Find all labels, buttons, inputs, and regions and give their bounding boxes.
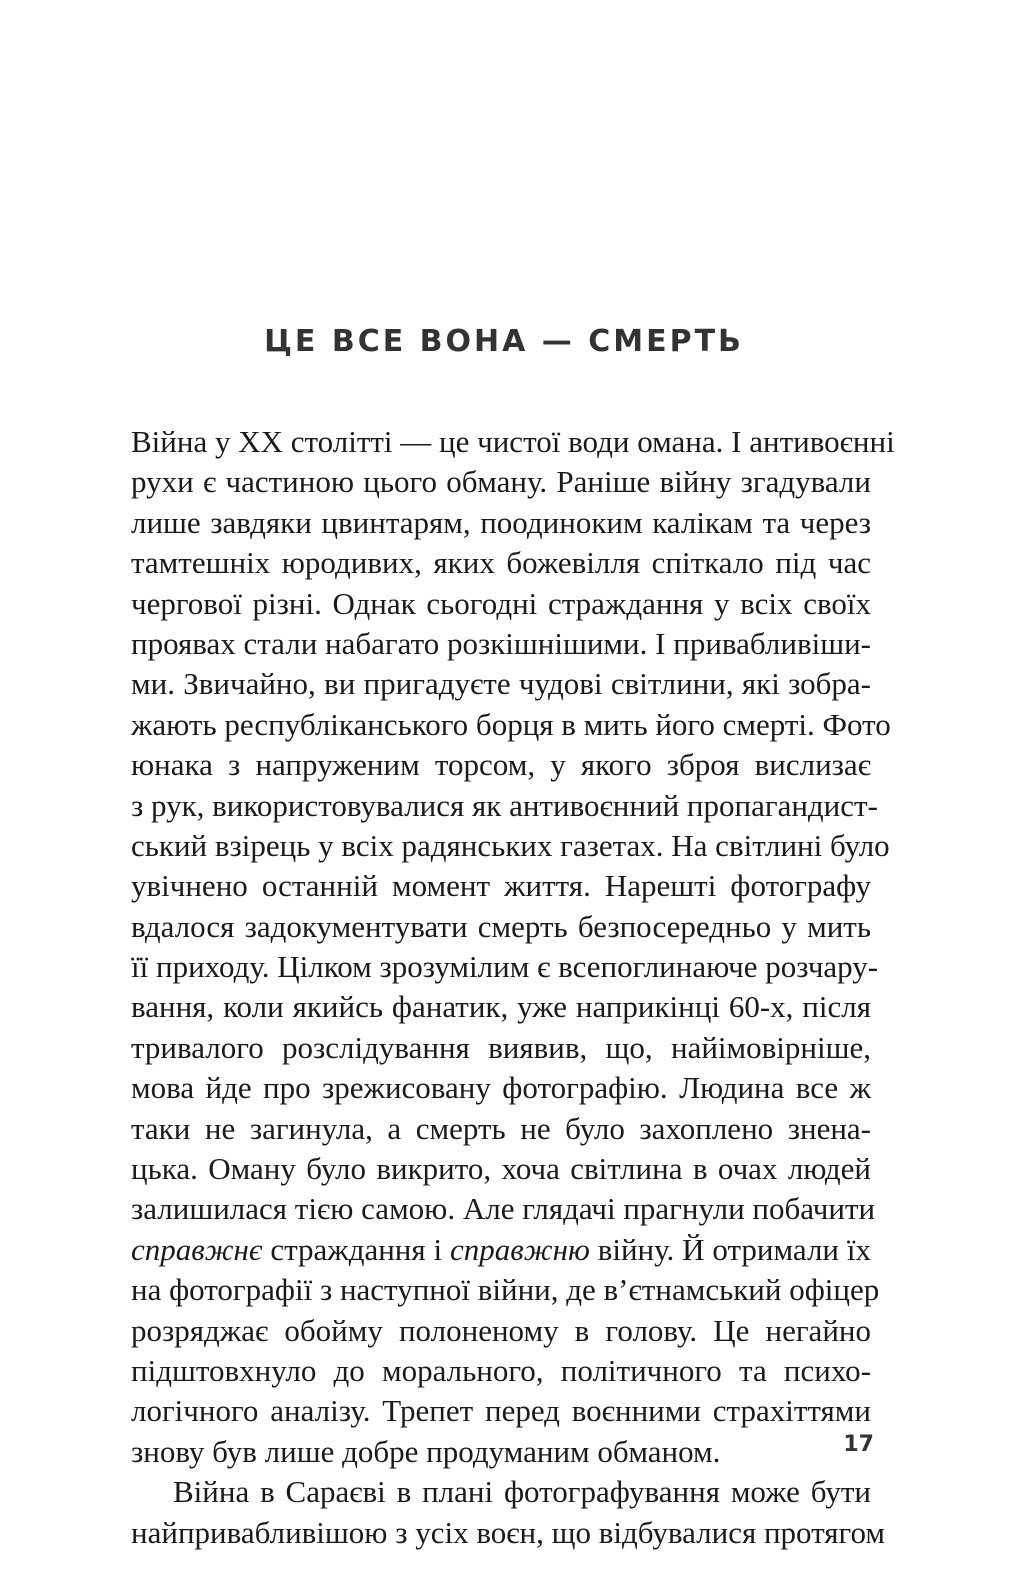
text-line: на фотографії з наступної війни, де в’єтнамський офіцер: [131, 1272, 880, 1308]
text-line: логічного аналізу. Трепет перед воєнними страхіттями: [131, 1393, 871, 1429]
text-line: з рук, використовувалися як антивоєнний пропагандист-: [131, 787, 878, 823]
text-line: увічнено останній момент життя. Нарешті фотографу: [131, 868, 871, 904]
text-line: проявах стали набагато розкішнішими. І привабливіши-: [131, 625, 871, 661]
text-line: тамтешніх юродивих, яких божевілля спіткало під час: [131, 545, 871, 581]
text-line: Війна у XX столітті — це чистої води омана. І антивоєнні: [131, 424, 895, 459]
text-line: юнака з напруженим торсом, у якого зброя вислизає: [131, 747, 871, 783]
body-text: [131, 422, 895, 1553]
paragraph-last-line: знову був лише добре продуманим обманом.: [131, 1433, 721, 1469]
text-line: її приходу. Цілком зрозумілим є всепоглинаюче розчару-: [131, 949, 879, 985]
text-line: лише завдяки цвинтарям, поодиноким калікам та через: [131, 504, 871, 540]
text-line: підштовхнуло до морального, політичного та психо-: [131, 1352, 871, 1388]
text-line: розряджає обойму полоненому в голову. Це негайно: [131, 1312, 871, 1348]
chapter-title: ЦЕ ВСЕ ВОНА — СМЕРТЬ: [264, 324, 744, 359]
text-line: чергової різні. Однак сьогодні страждання у всіх своїх: [131, 585, 871, 621]
text-line: залишилася тією самою. Але глядачі прагнули побачити: [131, 1191, 876, 1227]
italic-word: справжню: [450, 1231, 590, 1267]
text-line: ми. Звичайно, ви пригадуєте чудові світлини, які зобра-: [131, 666, 871, 702]
text-line: цька. Оману було викрито, хоча світлина в очах людей: [131, 1151, 871, 1187]
text-line: найпривабливішою з усіх воєн, що відбувалися протягом: [131, 1514, 886, 1550]
page-number: 17: [843, 1432, 874, 1457]
text-segment: страждання і: [262, 1231, 451, 1267]
paragraph-first-line: Війна в Сараєві в плані фотографування може бути: [173, 1474, 871, 1510]
text-line: вання, коли якийсь фанатик, уже наприкінці 60-х, після: [131, 989, 871, 1025]
text-line-with-italics: [131, 1230, 871, 1270]
text-segment: війну. Й отримали їх: [589, 1231, 871, 1267]
text-line: тривалого розслідування виявив, що, найімовірніше,: [131, 1029, 871, 1065]
italic-word: справжнє: [131, 1231, 263, 1267]
text-line: рухи є частиною цього обману. Раніше війну згадували: [131, 464, 871, 500]
text-line: вдалося задокументувати смерть безпосередньо у мить: [131, 908, 871, 944]
text-line: жають республіканського борця в мить його смерті. Фото: [131, 706, 891, 742]
text-line: таки не загинула, а смерть не було захоплено знена-: [131, 1110, 871, 1146]
text-line: ський взірець у всіх радянських газетах. На світлині було: [131, 827, 890, 863]
text-line: мова йде про зрежисовану фотографію. Людина все ж: [131, 1070, 871, 1106]
